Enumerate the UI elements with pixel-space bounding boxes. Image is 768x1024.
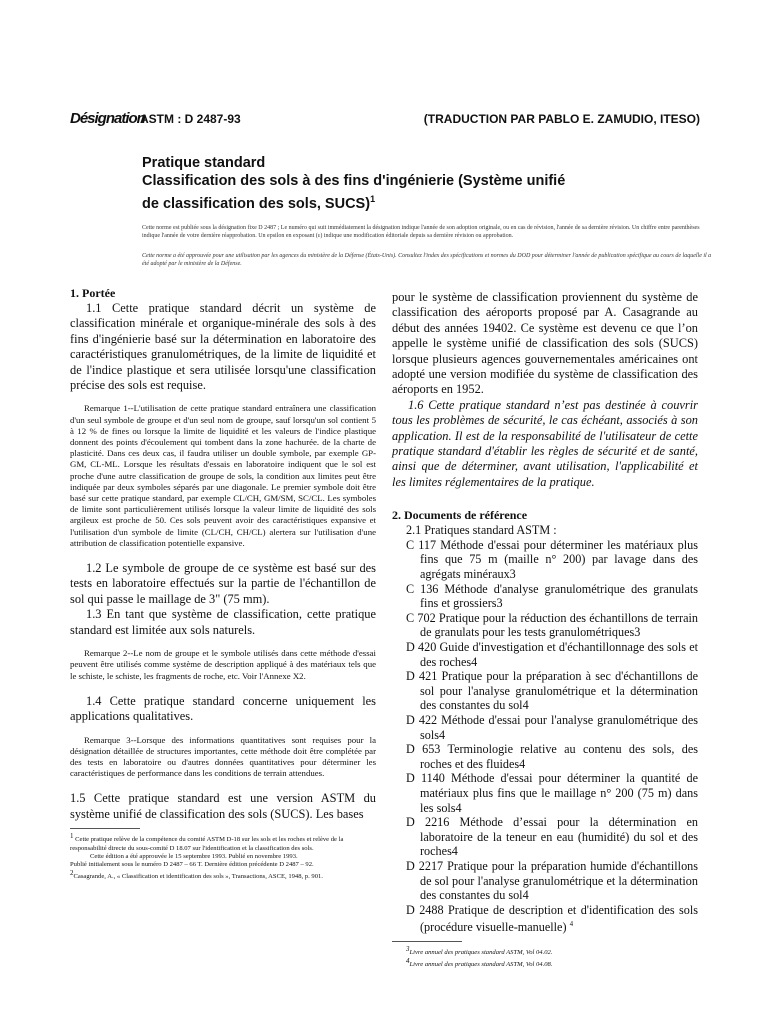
reference-item: D 1140 Méthode d'essai pour déterminer la quantité de matériaux plus fins que le maillage n° 200 (75 m) dans les sols4 [406, 771, 698, 815]
footnote-1-mark: 1 [70, 832, 74, 841]
paragraph-1-5: 1.5 Cette pratique standard est une version ASTM du système unifié de classification des sols (SUCS). Les bases [70, 791, 376, 821]
footnote-4-mark: 4 [406, 957, 410, 966]
title-line-3 [142, 190, 702, 213]
right-column [392, 290, 698, 970]
reference-list [392, 538, 698, 935]
publication-notice: Cette norme est publiée sous la désignation fixe D 2487 ; Le numéro qui suit immédiatement la désignation indique l'année de son adoption originale, ou en cas de révision, l'année de sa dernière révision. Un chiffre entre parenthèses indique l'année de votre dernière réapprobation. Un epsilon en exposant (ε) indique une modification éditoriale depuis sa dernière révision ou approbation. [142, 225, 700, 240]
reference-footnote-mark: 4 [569, 920, 574, 929]
reference-item: C 136 Méthode d'analyse granulométrique des granulats fins et grossiers3 [406, 581, 698, 611]
reference-item-text: D 2488 Pratique de description et d'identification des sols (procédure visuelle-manuelle) [406, 902, 698, 935]
footnote-divider [70, 828, 140, 829]
left-column [70, 286, 376, 882]
footnote-2-mark: 2 [70, 869, 74, 878]
paragraph-1-2: 1.2 Le symbole de groupe de ce système est basé sur des tests en laboratoire effectués sur la partie de l'échantillon de sol qui passe le maillage de 3" (75 mm). [70, 561, 376, 606]
reference-item: C 702 Pratique pour la réduction des échantillons de terrain de granulats pour les tests granulométriques3 [406, 610, 698, 640]
document-header [70, 110, 700, 130]
designation-label: Désignation [70, 110, 145, 127]
footnote-approval: Cette édition a été approuvée le 15 septembre 1993. Publié en novembre 1993. [90, 852, 298, 860]
defense-approval-notice: Cette norme a été approuvée pour une utilisation par les agences du ministère de la Défense (États-Unis). Consultez l'index des spécifications et normes du DOD pour déterminer l'année de publication spécifique au cours de laquelle il a été adopté par le ministère de la Défense. [142, 253, 712, 268]
reference-item [392, 903, 698, 935]
paragraph-1-1: 1.1 Cette pratique standard décrit un système de classification minérale et organique-minérale des sols à des fins d'ingénierie basé sur la détermination en laboratoire des caractéristiques granulométriques, de la limite de liquidité et de l'indice plastique et sera utilisée lorsqu'une classification précise des sols est requise. [70, 301, 376, 393]
title-line-2: Classification des sols à des fins d'ingénierie (Système unifié [142, 173, 566, 189]
footnote-2 [70, 869, 376, 881]
paragraph-1-6: 1.6 Cette pratique standard n’est pas destinée à couvrir tous les problèmes de sécurité, le cas échéant, associés à son application. Il est de la responsabilité de l'utilisateur de cette pratique standard d'établir les règles de sécurité et de santé, ainsi que de déterminer, avant utilisation, l'applicabilité et les limites réglementaires de la pratique. [392, 397, 698, 489]
reference-item: D 422 Méthode d'essai pour l'analyse granulométrique des sols4 [406, 713, 698, 742]
paragraph-1-5-continued: pour le système de classification proviennent du système de classification des aéroports proposé par A. Casagrande au début des années 19402. Ce système est devenu ce que l’on appelle le système unifié de classification des sols (SUCS) lorsque plusieurs agences gouvernementales américaines ont adopté une version modifiée du système de classification des aéroports en 1952. [392, 290, 698, 397]
footnote-4-text: Livre annuel des pratiques standard ASTM, Vol 04.08. [409, 961, 553, 969]
footnote-3 [392, 945, 698, 957]
section-2-heading: 2. Documents de référence [392, 508, 528, 523]
note-1: Remarque 1--L'utilisation de cette pratique standard entraînera une classification d'un seul symbole de groupe et d'un seul nom de groupe, sauf lorsqu'un sol contient 5 à 12 % de fines ou lorsque la limite de liquidité et les valeurs de l'indice plastique donnent des points d'écoulement qui tombent dans la zone hachurée. de la charte de plasticité. Dans ces deux cas, il faudra utiliser un double symbole, par exemple GP-GM, CL-ML. Lorsque les résultats d'essais en laboratoire indiquent que le sol est proche d'une autre classification de groupe de sols, la condition aux limites peut être indiquée par deux symboles séparés par une diagonale. Le premier symbole doit être basé sur cette pratique standard, par exemple CL/CH, GM/SM, SC/CL. Les symboles de limite sont particulièrement utilisés lorsque la valeur limite de liquidité des sols argileux est proche de 50. Ces sols peuvent avoir des caractéristiques expansive et l'utilisation d'un symbole de limite (CL/CH, CH/CL) alertera sur l'utilisation d'une attribution de classification potentielle expansive. [70, 403, 376, 548]
right-footnotes [392, 945, 698, 970]
note-2: Remarque 2--Le nom de groupe et le symbole utilisés dans cette méthode d'essai peuvent être utilisés comme système de description appliqué à des matériaux tels que le schiste, le schiste, les fragments de roche, etc. Voir l'Annexe X2. [70, 648, 376, 681]
paragraph-1-4: 1.4 Cette pratique standard concerne uniquement les applications qualitatives. [70, 693, 376, 724]
footnote-divider [392, 941, 462, 942]
paragraph-1-3: 1.3 En tant que système de classification, cette pratique standard est limitée aux sols naturels. [70, 607, 376, 637]
left-footnotes [70, 832, 376, 881]
title-line-3-text: de classification des sols, SUCS) [142, 195, 371, 212]
reference-item: C 117 Méthode d'essai pour déterminer les matériaux plus fins que 75 m (maille n° 200) par lavage dans des agrégats minéraux3 [406, 537, 698, 582]
note-3: Remarque 3--Lorsque des informations quantitatives sont requises pour la désignation détaillée de structures importantes, cette méthode doit être complétée par des tests en laboratoire ou d'autres données quantitatives pour déterminer les caractéristiques de performance dans les conditions de terrain attendues. [70, 734, 376, 779]
footnote-publication: Publié initialement sous le numéro D 2487 – 66 T. Dernière édition précédente D 2487 – 92. [70, 860, 314, 868]
footnote-3-mark: 3 [406, 944, 410, 953]
document-title [142, 154, 702, 213]
standard-number: ASTM : D 2487-93 [140, 112, 241, 126]
title-line-1: Pratique standard [142, 155, 266, 171]
footnote-4 [392, 957, 698, 969]
section-1-heading: 1. Portée [70, 286, 116, 300]
reference-item: D 2217 Pratique pour la préparation humide d'échantillons de sol pour l'analyse granulométrique et la détermination des constantes du sol4 [406, 858, 698, 903]
footnote-3-text: Livre annuel des pratiques standard ASTM, Vol 04.02. [409, 949, 553, 957]
title-footnote-mark: 1 [370, 194, 376, 204]
reference-item: D 421 Pratique pour la préparation à sec d'échantillons de sol pour l'analyse granulométrique et la détermination des constantes du sol4 [406, 669, 698, 713]
translator-credit: (TRADUCTION PAR PABLO E. ZAMUDIO, ITESO) [423, 112, 700, 126]
footnote-2-text: Casagrande, A., « Classification et identification des sols », Transactions, ASCE, 1948, p. 901. [73, 873, 323, 881]
reference-item: D 653 Terminologie relative au contenu des sols, des roches et des fluides4 [406, 742, 698, 771]
footnote-1-text: Cette pratique relève de la compétence du comité ASTM D-18 sur les sols et les roches et relève de la responsabilité directe du sous-comité D 18.07 sur l'identification et la classification des sols. [70, 836, 344, 852]
reference-item: D 420 Guide d'investigation et d'échantillonnage des sols et des roches4 [406, 640, 698, 669]
footnote-1 [70, 832, 376, 853]
reference-item: D 2216 Méthode d’essai pour la détermination en laboratoire de la teneur en eau (humidité) du sol et des roches4 [406, 815, 698, 859]
subsection-2-1: 2.1 Pratiques standard ASTM : [406, 523, 557, 538]
